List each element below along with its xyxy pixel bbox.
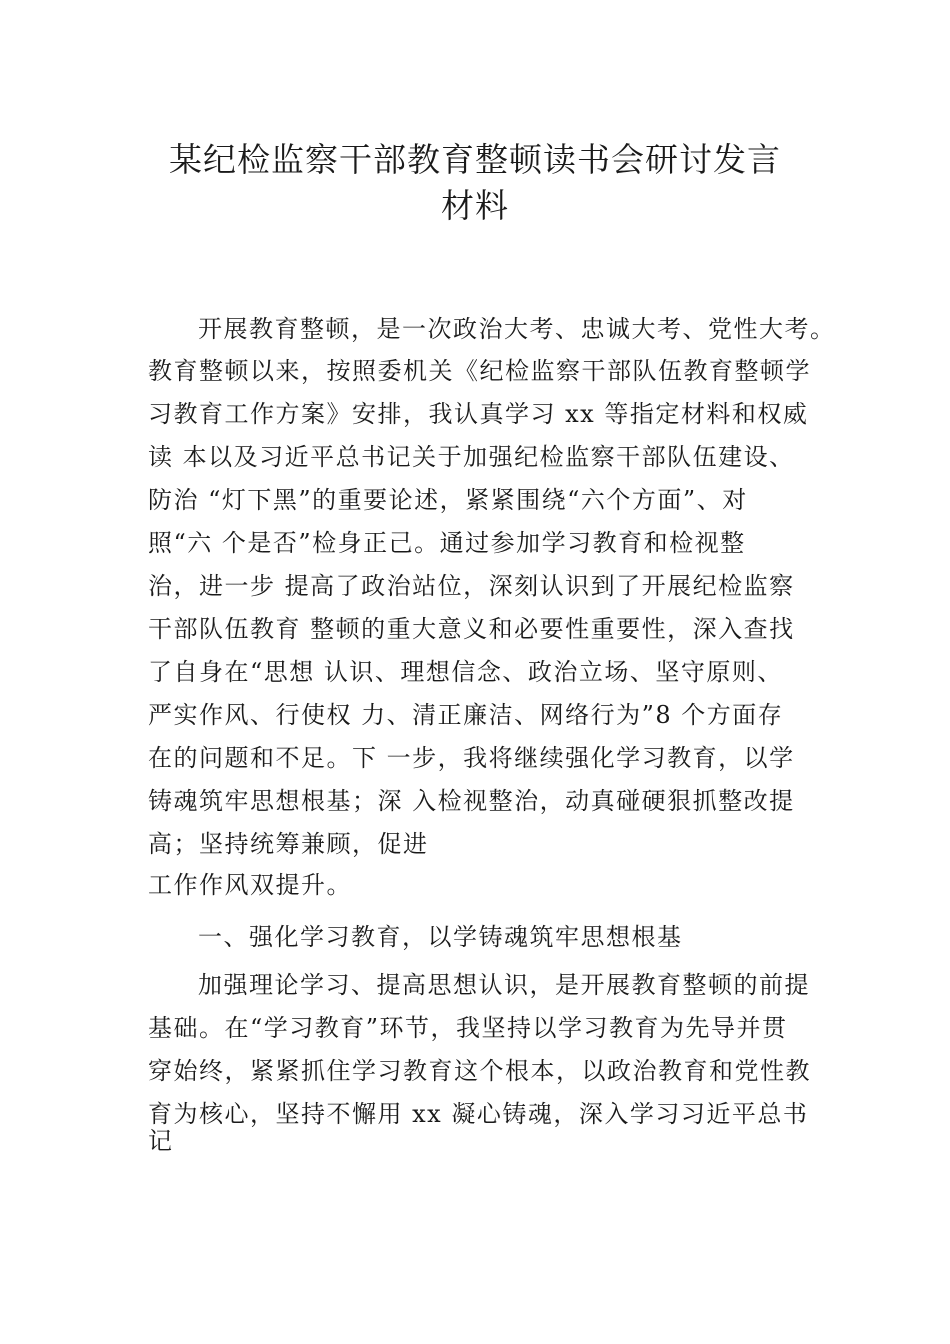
- paragraph-line: 记: [148, 1127, 174, 1155]
- paragraph-line: 治，进一步 提高了政治站位，深刻认识到了开展纪检监察: [148, 572, 795, 600]
- paragraph-line: 基础。在“学习教育”环节，我坚持以学习教育为先导并贯: [148, 1014, 788, 1042]
- paragraph-line: 高；坚持统筹兼顾，促进: [148, 830, 429, 858]
- paragraph-line: 育为核心，坚持不懈用 xx 凝心铸魂，深入学习习近平总书: [148, 1100, 809, 1128]
- paragraph-line: 铸魂筑牢思想根基；深 入检视整治，动真碰硬狠抓整改提: [148, 787, 795, 815]
- paragraph-line: 穿始终，紧紧抓住学习教育这个根本，以政治教育和党性教: [148, 1057, 811, 1085]
- paragraph-line: 加强理论学习、提高思想认识，是开展教育整顿的前提: [198, 971, 810, 999]
- paragraph-line: 照“六 个是否”检身正己。通过参加学习教育和检视整: [148, 529, 746, 557]
- paragraph-line: 防治 “灯下黑”的重要论述，紧紧围绕“六个方面”、对: [148, 486, 748, 514]
- paragraph-line: 在的问题和不足。下 一步，我将继续强化学习教育，以学: [148, 744, 795, 772]
- section-heading-1: 一、强化学习教育，以学铸魂筑牢思想根基: [198, 923, 683, 951]
- paragraph-line: 干部队伍教育 整顿的重大意义和必要性重要性，深入查找: [148, 615, 795, 643]
- paragraph-line: 工作作风双提升。: [148, 871, 352, 899]
- paragraph-line: 读 本以及习近平总书记关于加强纪检监察干部队伍建设、: [148, 443, 795, 471]
- paragraph-line: 了自身在“思想 认识、理想信念、政治立场、坚守原则、: [148, 658, 783, 686]
- document-title-line-2: 材料: [441, 186, 509, 225]
- paragraph-line: 习教育工作方案》安排，我认真学习 xx 等指定材料和权威: [148, 400, 809, 428]
- paragraph-line: 开展教育整顿，是一次政治大考、忠诚大考、党性大考。: [198, 315, 836, 343]
- paragraph-line: 教育整顿以来，按照委机关《纪检监察干部队伍教育整顿学: [148, 357, 811, 385]
- document-title-line-1: 某纪检监察干部教育整顿读书会研讨发言: [169, 140, 781, 179]
- paragraph-line: 严实作风、行使权 力、清正廉洁、网络行为”8 个方面存: [148, 701, 784, 729]
